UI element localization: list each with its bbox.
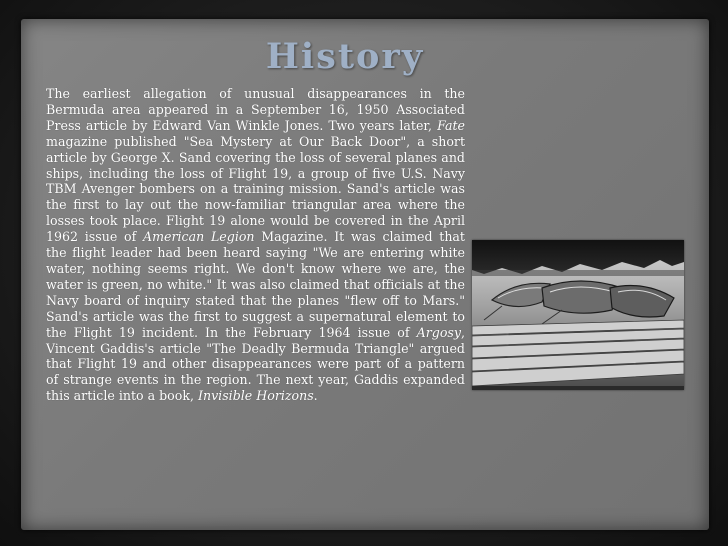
- paragraph-italic-segment: Fate: [437, 117, 465, 133]
- paragraph-italic-segment: Invisible Horizons: [197, 388, 314, 404]
- rowboats-at-dock-photo: [472, 240, 684, 390]
- slide-title: History: [265, 36, 425, 77]
- paragraph-segment: , Vincent Gaddis's article "The Deadly Bermuda Triangle" argued that Flight 19 and other disappearances were part of a pattern of strange events in the region. The next year, Gaddis expanded this article into a book,: [46, 324, 465, 404]
- paragraph-segment: magazine published "Sea Mystery at Our Back Door", a short article by George X. Sand covering the loss of several planes and ships, including the loss of Flight 19, a group of five U.S. Navy TBM Avenger bombers on a training mission. Sand's article was the first to lay out the now-familiar triangular area where the losses took place. Flight 19 alone would be covered in the April 1962 issue of: [46, 133, 465, 245]
- paragraph-segment: The earliest allegation of unusual disappearances in the Bermuda area appeared in a September 16, 1950 Associated Press article by Edward Van Winkle Jones. Two years later,: [46, 86, 465, 133]
- history-paragraph: [46, 86, 465, 404]
- photo-illustration: [472, 240, 684, 390]
- paragraph-italic-segment: Argosy: [416, 324, 461, 340]
- paragraph-segment: Magazine. It was claimed that the flight leader had been heard saying "We are entering white water, nothing seems right. We don't know where we are, the water is green, no white." It was also claimed that officials at the Navy board of inquiry stated that the planes "flew off to Mars." Sand's article was the first to suggest a supernatural element to the Flight 19 incident. In the February 1964 issue of: [46, 229, 465, 340]
- paragraph-italic-segment: American Legion: [143, 229, 255, 245]
- paragraph-segment: .: [313, 388, 318, 404]
